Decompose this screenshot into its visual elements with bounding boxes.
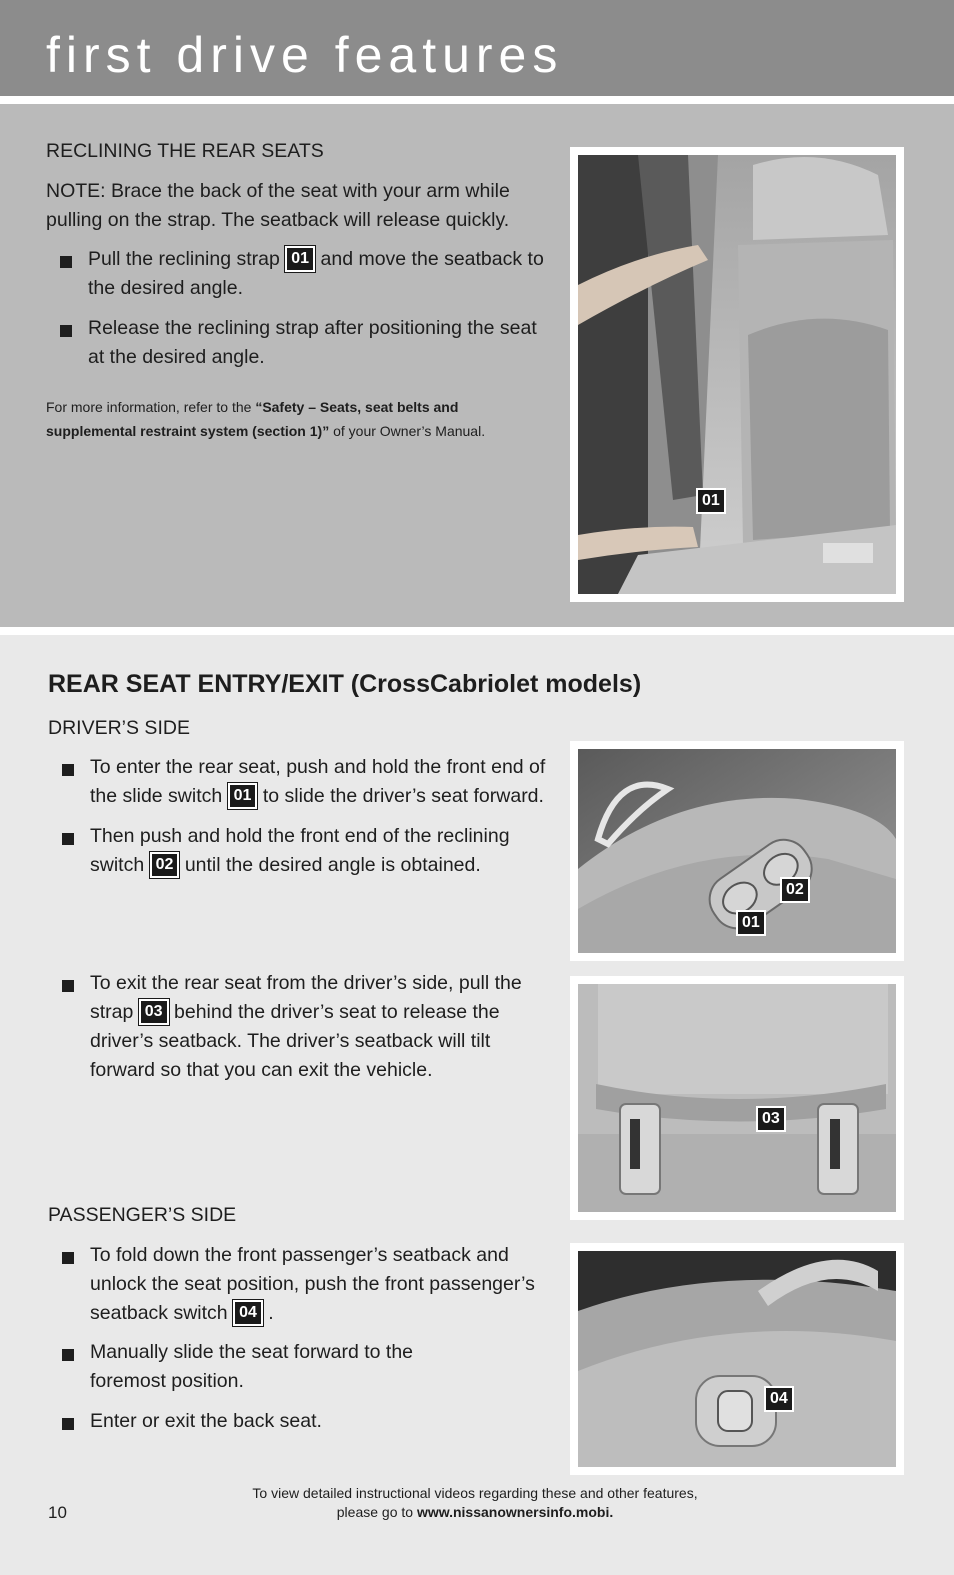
- bullet-text: until the desired angle is obtained.: [184, 854, 481, 876]
- drivers-bullet-2: [90, 822, 550, 880]
- passengers-bullet-3: Enter or exit the back seat.: [90, 1410, 322, 1432]
- page-number: 10: [48, 1503, 67, 1522]
- photo-passenger-switch: [570, 1243, 904, 1475]
- callout-tag: 01: [736, 910, 766, 936]
- section-heading: REAR SEAT ENTRY/EXIT (CrossCabriolet models): [48, 670, 642, 698]
- bullet-text: Pull the reclining strap: [88, 248, 280, 270]
- website-link[interactable]: www.nissanownersinfo.mobi.: [416, 1504, 614, 1520]
- photo-driver-switches: [570, 741, 904, 961]
- bullet-marker: [62, 980, 74, 992]
- bullet-marker: [60, 325, 72, 337]
- bullet-text: behind the driver’s seat to release the driver’s seatback. The driver’s seatback will tilt forward so that you can exit the vehicle.: [90, 1001, 500, 1081]
- page-title: first drive features: [46, 27, 564, 83]
- divider: [0, 96, 954, 104]
- reclining-bullet-2: Release the reclining strap after positioning the seat at the desired angle.: [88, 317, 537, 368]
- bullet-text: Then push and hold the front end of the reclining switch: [90, 825, 510, 876]
- note-text: For more information, refer to the: [46, 399, 252, 415]
- seatback-photo-illustration: [578, 984, 896, 1212]
- footer-note: [200, 1484, 750, 1522]
- drivers-bullet-3: [90, 969, 545, 1085]
- callout-tag: 03: [139, 999, 169, 1025]
- callout-tag: 04: [764, 1386, 794, 1412]
- footer-text: please go to: [336, 1504, 414, 1520]
- bullet-marker: [62, 1252, 74, 1264]
- drivers-bullet-1: [90, 753, 550, 811]
- reclining-bullet-1: [88, 245, 548, 303]
- callout-tag: 02: [150, 852, 180, 878]
- bullet-text: to slide the driver’s seat forward.: [262, 785, 544, 807]
- callout-tag: 02: [780, 877, 810, 903]
- photo-reclining-strap: [570, 147, 904, 602]
- divider: [0, 627, 954, 635]
- bullet-marker: [62, 1418, 74, 1430]
- callout-tag: 01: [285, 246, 315, 272]
- page-header: [0, 0, 954, 96]
- bullet-marker: [60, 256, 72, 268]
- passenger-switch-illustration: [578, 1251, 896, 1467]
- passengers-bullet-1: [90, 1241, 550, 1328]
- bullet-marker: [62, 833, 74, 845]
- drivers-side-subhead: DRIVER’S SIDE: [48, 717, 190, 739]
- bullet-marker: [62, 764, 74, 776]
- seat-photo-illustration: [578, 155, 896, 594]
- bullet-text: To fold down the front passenger’s seatback and unlock the seat position, push the front passenger’s seatback switch: [90, 1244, 535, 1324]
- passengers-side-subhead: PASSENGER’S SIDE: [48, 1204, 237, 1226]
- bullet-text: To exit the rear seat from the driver’s side, pull the strap: [90, 972, 522, 1023]
- more-info-note: [46, 395, 536, 443]
- reclining-subhead: RECLINING THE REAR SEATS: [46, 140, 324, 162]
- callout-tag: 01: [696, 488, 726, 514]
- bullet-text: .: [268, 1302, 274, 1324]
- footer-line: [200, 1503, 750, 1522]
- note-text: of your Owner’s Manual.: [333, 423, 486, 439]
- bullet-text: To enter the rear seat, push and hold the front end of the slide switch: [90, 756, 546, 807]
- photo-seatback-strap: [570, 976, 904, 1220]
- callout-tag: 03: [756, 1106, 786, 1132]
- callout-tag: 04: [233, 1300, 263, 1326]
- manual-reference: “Safety – Seats, seat belts and supplemental restraint system (section 1)”: [46, 399, 459, 439]
- bullet-text: and move the seatback to the desired angle.: [88, 248, 544, 299]
- footer-line: To view detailed instructional videos regarding these and other features,: [252, 1485, 698, 1501]
- reclining-note: NOTE: Brace the back of the seat with your arm while pulling on the strap. The seatback will release quickly.: [46, 180, 510, 231]
- passengers-bullet-2: Manually slide the seat forward to the foremost position.: [90, 1341, 414, 1392]
- callout-tag: 01: [228, 783, 258, 809]
- bullet-marker: [62, 1349, 74, 1361]
